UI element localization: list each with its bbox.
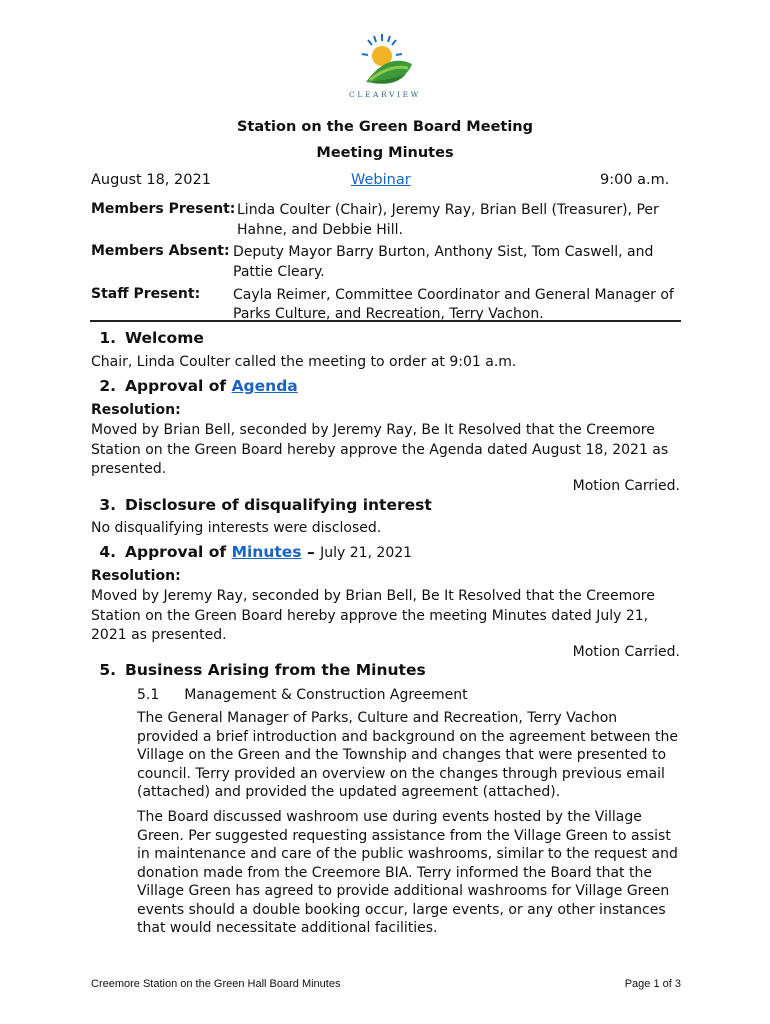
members-present-label: Members Present: [91,201,236,217]
section-4-heading: 4. Approval of Minutes – July 21, 2021 [99,543,413,561]
section-4-motion-carried: Motion Carried. [572,644,680,660]
section-2-heading: 2. Approval of Agenda [99,377,298,395]
section-divider [90,320,681,322]
meeting-time: 9:00 a.m. [600,172,670,188]
webinar-link[interactable]: Webinar [351,172,411,188]
section-5-heading: 5. Business Arising from the Minutes [99,661,426,679]
section-2-resolution-label: Resolution: [91,402,181,418]
section-5-1-heading: 5.1 Management & Construction Agreement [137,687,468,703]
section-1-text: Chair, Linda Coulter called the meeting to order at 9:01 a.m. [91,354,517,370]
section-4-resolution-text: Moved by Jeremy Ray, seconded by Brian Bell, Be It Resolved that the Creemore Station on the Green Board hereby approve the meeting Minutes dated July 21, 2021 as presented. [91,588,655,643]
members-present-line2: Hahne, and Debbie Hill. [237,222,403,238]
members-absent-label: Members Absent: [91,243,230,259]
members-absent-line2: Pattie Cleary. [233,264,325,280]
staff-present-line2: Parks Culture, and Recreation, Terry Vachon. [233,306,544,322]
section-3-heading: 3. Disclosure of disqualifying interest [99,496,432,514]
section-2-resolution-text: Moved by Brian Bell, seconded by Jeremy Ray, Be It Resolved that the Creemore Station on the Green Board hereby approve the Agenda dated August 18, 2021 as presented. [91,422,669,477]
minutes-link[interactable]: Minutes [231,543,302,561]
page-subtitle: Meeting Minutes [316,145,454,161]
section-4-resolution-label: Resolution: [91,568,181,584]
section-2-motion-carried: Motion Carried. [572,478,680,494]
members-present-line1: Linda Coulter (Chair), Jeremy Ray, Brian Bell (Treasurer), Per [237,202,659,218]
page-title: Station on the Green Board Meeting [236,119,534,135]
footer-page-number: Page 1 of 3 [624,978,681,990]
section-5-paragraph-2: The Board discussed washroom use during events hosted by the Village Green. Per suggested requesting assistance from the Village Green to assist in maintenance and care of the public washrooms, similar to the request and donation made from the Creemore BIA. Terry informed the Board that the Village Green has agreed to provide additional washrooms for Village Green events should a double booking occur, large events, or any other instances that would necessitate additional facilities. [137,809,678,936]
meeting-date: August 18, 2021 [91,172,211,188]
section-1-heading: 1. Welcome [99,329,204,347]
section-5-paragraph-1: The General Manager of Parks, Culture and Recreation, Terry Vachon provided a brief introduction and background on the agreement between the Village on the Green and the Township and changes that were presented to council. Terry provided an overview on the changes through previous email (attached) and provided the updated agreement (attached). [137,710,678,800]
members-absent-line1: Deputy Mayor Barry Burton, Anthony Sist, Tom Caswell, and [233,244,654,260]
logo-wordmark: CLEARVIEW [349,90,421,99]
section-3-text: No disqualifying interests were disclosed. [91,520,382,536]
footer-title: Creemore Station on the Green Hall Board Minutes [91,978,341,990]
staff-present-label: Staff Present: [91,286,201,302]
staff-present-line1: Cayla Reimer, Committee Coordinator and General Manager of [233,287,674,303]
agenda-link[interactable]: Agenda [231,377,298,395]
